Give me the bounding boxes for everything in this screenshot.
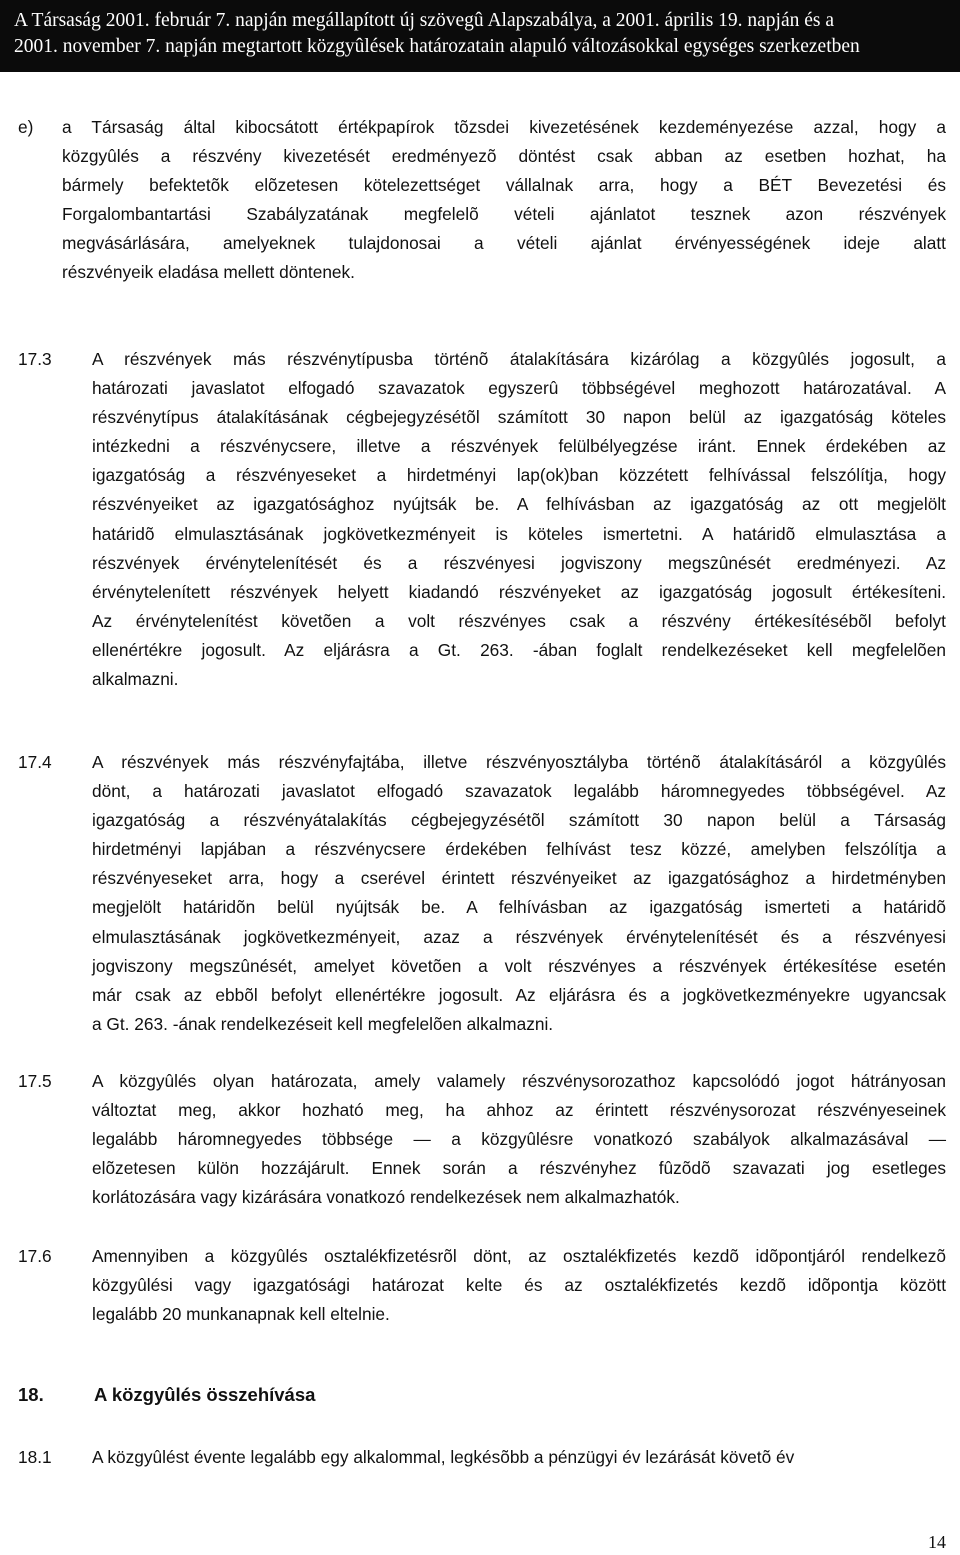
page-header: [0, 0, 960, 72]
text-line: már csak az ebbõl befolyt ellenértékre jogosult. Az eljárásra és a jogkövetkezményekre ugyancsak: [92, 984, 946, 1005]
text-line: igazgatóság a részvényeseket a hirdetményi lap(ok)ban közzétett felhívással felszólítja, hogy: [92, 465, 946, 486]
text-line: közgyûlési vagy igazgatósági határozat kelte és az osztalékfizetés kezdõ idõpontja között: [92, 1275, 946, 1296]
heading-number: 18.: [18, 1384, 44, 1405]
section-number: 17.6: [18, 1246, 52, 1266]
text-line: a Gt. 263. -ának rendelkezéseit kell megfelelõen alkalmazni.: [92, 1013, 554, 1034]
text-line: elmulasztásának jogkövetkezményeit, azaz a részvények érvénytelenítését és a részvényesi: [92, 926, 946, 947]
text-line: érvénytelenített részvények helyett kiadandó részvényeket az igazgatóság jogosult értékesíteni.: [92, 581, 946, 602]
text-line: elõzetesen külön hozzájárult. Ennek során a részvényhez fûzõdõ szavazati jog esetleges: [92, 1158, 946, 1179]
section-text: [62, 113, 946, 288]
text-line: hirdetményi lapjában a részvénycsere érdekében felhívást tesz közzé, amelyben felszólítja a: [92, 839, 946, 860]
page-number: 14: [928, 1532, 946, 1552]
text-line: dönt, a határozati javaslatot elfogadó szavazatok legalább háromnegyedes többségével. Az: [92, 781, 946, 802]
text-line: bármely befektetõk elõzetesen kötelezettséget vállalnak arra, hogy a BÉT Bevezetési és: [62, 175, 946, 196]
section-number: 17.5: [18, 1071, 52, 1091]
text-line: legalább 20 munkanapnak kell eltelnie.: [92, 1304, 390, 1325]
text-line: A közgyûlés olyan határozata, amely valamely részvénysorozathoz kapcsolódó jogot hátrányosan: [92, 1071, 946, 1091]
text-line: részvényeiket az igazgatósághoz nyújtsák be. A felhívásban az igazgatóság az ott megjelölt: [92, 494, 946, 515]
section-text: [92, 1443, 946, 1472]
text-line: intézkedni a részvénycsere, illetve a részvények felülbélyegzése iránt. Ennek érdekében az: [92, 436, 946, 457]
section-text: [92, 748, 946, 1039]
section-text: [92, 345, 946, 694]
header-line-1: A Társaság 2001. február 7. napján megállapított új szövegû Alapszabálya, a 2001. április 19. napján és a: [14, 10, 835, 31]
text-line: Forgalombantartási Szabályzatának megfelelõ vételi ajánlatot tesznek azon részvények: [62, 204, 946, 225]
text-line: részvényeseket arra, hogy a cserével érintett részvényeiket az igazgatósághoz a hirdetményben: [92, 868, 946, 889]
text-line: megjelölt határidõn belül nyújtsák be. A felhívásban az igazgatóság ismerteti a határidõ: [92, 897, 946, 918]
section-number: e): [18, 117, 34, 137]
text-line: közgyûlés a részvény kivezetését eredményezõ döntést csak abban az esetben hozhat, ha: [62, 146, 946, 167]
text-line: részvénytípus átalakításának cégbejegyzésétõl számított 30 napon belül az igazgatóság köteles: [92, 407, 946, 428]
text-line: részvényeik eladása mellett döntenek.: [62, 262, 355, 283]
text-line: A részvények más részvénytípusba történõ átalakítására kizárólag a közgyûlés jogosult, a: [92, 349, 946, 369]
text-line: változtat meg, akkor hozható meg, ha ahhoz az érintett részvénysorozat részvényeseinek: [92, 1100, 946, 1121]
header-line-2: 2001. november 7. napján megtartott közgyûlések határozatain alapuló változásokkal egységes szerkezetben: [14, 36, 860, 57]
text-line: igazgatóság a részvényátalakítás cégbejegyzésétõl számított 30 napon belül a Társaság: [92, 810, 946, 831]
text-line: megvásárlására, amelyeknek tulajdonosai a vételi ajánlat érvényességének ideje alatt: [62, 233, 946, 254]
section-number: 17.3: [18, 349, 52, 369]
text-line: alkalmazni.: [92, 669, 179, 690]
text-line: ellenértékre jogosult. Az eljárásra a Gt. 263. -ában foglalt rendelkezéseket kell megfelelõen: [92, 639, 946, 660]
text-line: A részvények más részvényfajtába, illetve részvényosztályba történõ átalakításáról a közgyûlés: [92, 752, 946, 772]
text-line: határidõ elmulasztásának jogkövetkezményeit is köteles ismertetni. A határidõ elmulasztása a: [92, 523, 946, 544]
text-line: korlátozására vagy kizárására vonatkozó rendelkezések nem alkalmazhatók.: [92, 1187, 680, 1208]
text-line: Amennyiben a közgyûlés osztalékfizetésrõl dönt, az osztalékfizetés kezdõ idõpontjáról rendelkezõ: [92, 1246, 946, 1266]
text-line: legalább háromnegyedes többsége — a közgyûlésre vonatkozó szabályok alkalmazásával —: [92, 1129, 946, 1150]
text-line: jogviszony megszûnését, amelyet követõen a volt részvényes a részvények értékesítése esetén: [92, 955, 946, 976]
section-number: 18.1: [18, 1447, 52, 1467]
text-line: részvények érvénytelenítését és a részvényesi jogviszony megszûnését eredményezi. Az: [92, 552, 946, 573]
section-text: [92, 1242, 946, 1329]
heading-title: A közgyûlés összehívása: [94, 1384, 316, 1405]
text-line: A közgyûlést évente legalább egy alkalommal, legkésõbb a pénzügyi év lezárását követõ év: [92, 1447, 795, 1467]
text-line: határozati javaslatot elfogadó szavazatok egyszerû többségével meghozott határozatával. A: [92, 378, 946, 399]
section-number: 17.4: [18, 752, 52, 772]
text-line: Az érvénytelenítést követõen a volt részvényes csak a részvény értékesítésébõl befolyt: [92, 610, 946, 631]
section-text: [92, 1067, 946, 1212]
text-line: a Társaság által kibocsátott értékpapírok tõzsdei kivezetésének kezdeményezése azzal, hogy a: [62, 117, 946, 137]
